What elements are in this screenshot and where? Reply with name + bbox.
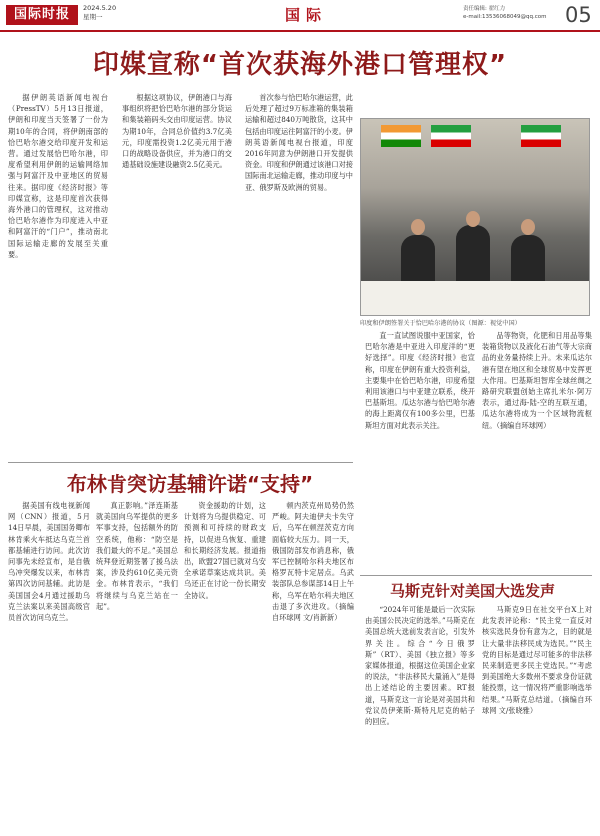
article1-column-2 — [122, 92, 232, 460]
article2-col4-text: 顿内茨克州局势仍然严峻。阿夫迪伊夫卡失守后，乌军在顿涅茨克方向面临较大压力。同一天，俄国防部发布消息称，俄军已控制哈尔科夫地区布格罗瓦特卡定居点。乌武装部队总参谋部14日上午称，乌军在哈尔科夫地区击退了多次进攻。（摘编自环球网 文/肖新新） — [272, 501, 354, 623]
divider — [8, 462, 353, 463]
article2-column-3 — [184, 500, 266, 832]
india-flag-icon — [381, 125, 421, 147]
article3-column-2 — [482, 604, 592, 832]
masthead — [0, 0, 600, 32]
article1-title: 印媒宣称“首次获海外港口管理权” — [92, 50, 508, 80]
issue-date — [83, 4, 116, 22]
article2-column-2 — [96, 500, 178, 832]
newspaper-logo: 国际时报 — [6, 5, 78, 25]
article1-column-5 — [482, 330, 592, 575]
article3-column-1 — [365, 604, 475, 832]
article2-title: 布林肯突访基辅许诺“支持” — [66, 472, 314, 496]
article2-column-1 — [8, 500, 90, 832]
article3-title: 马斯克针对美国大选发声 — [390, 582, 556, 600]
iran-flag-icon — [431, 125, 471, 147]
article2-col3-text: 资金援助的计划，这计划将为乌提供稳定、可预测和可持续的财政支持，以促进乌恢复、重建和长期经济发展。报道指出，欧盟27国已就对乌安全承诺草案达成共识。美乌还正在讨论一份长期安全协议。 — [184, 501, 266, 600]
article1-col2-text: 根据这项协议，伊朗港口与海事组织将把恰巴哈尔港的部分货运和集装箱码头交由印度运营。协议为期10年，合同总价值约3.7亿美元，印度需投资1.2亿美元用于港口的战略设备供应，并为港口的交通基础设施建设融资2.5亿美元。 — [122, 93, 232, 170]
person-head — [466, 211, 480, 227]
weekday-text: 星期一 — [83, 13, 103, 21]
article1-column-4 — [365, 330, 475, 575]
signing-table — [361, 281, 589, 315]
photo-caption: 印度和伊朗签署关于恰巴哈尔港的协议（图源：视觉中国） — [360, 320, 521, 327]
editor-info — [463, 5, 546, 21]
article3-col2-text: 马斯克9日在社交平台X上对此发表评论称：“民主党一直反对核实选民身份有意为之，目的就是让大量非法移民成为选民。”“民主党的目标是通过尽可能多的非法移民来制造更多民主党选民。”“考虑到美国绝大多数州不要求身份证就能投票，这一情况将严重影响选举结果。”马斯克总结道。（摘编自环球网 文/张晓雅） — [482, 605, 592, 715]
iran-flag-icon-2 — [521, 125, 561, 147]
person-head — [521, 219, 535, 235]
article1-column-1 — [8, 92, 108, 460]
article2-col1-text: 据美国有线电视新闻网（CNN）报道，5月14日早晨，美国国务卿布林肯乘火车抵达乌克兰首都基辅进行访问。此次访问事先未经宣布，是自俄乌冲突爆发以来，布林肯第四次访问基辅。此访是美国国会4月通过援助乌克兰法案以来美国高级官员首次访问乌克兰。 — [8, 501, 90, 623]
article1-col4-text: 直一直试图说服中亚国家，恰巴哈尔港是中亚进入印度洋的“更好选择”。印度《经济时报》也宣称，印度在伊朗有重大投资利益，主要集中在恰巴哈尔港，印度希望利用该港口与中亚建立联系，绕开巴基斯坦。瓜达尔港与恰巴哈尔港的海上距离仅有100多公里，巴基斯坦方面对此表示关注。 — [365, 331, 475, 430]
article2-column-4 — [272, 500, 354, 832]
signing-ceremony-photo — [360, 118, 590, 316]
person-head — [411, 219, 425, 235]
date-text: 2024.5.20 — [83, 4, 117, 12]
article1-col3-text: 首次参与恰巴哈尔港运营，此后处理了超过9万标准箱的集装箱运输和超过840万吨散货，这其中包括由印度运往阿富汗的小麦。伊朗英语新闻电视台报道，印度2016年同意为伊朗港口开发提供资金。印度和伊朗通过该港口对接国际南北运输走廊，推动印度与中亚、俄罗斯及欧洲的贸易。 — [245, 93, 353, 192]
editor-name: 责任编辑: 翟红力 — [463, 6, 506, 12]
article2-col2-text: 真正影响。”泽连斯基就美国向乌军提供的更多军事支持，包括额外的防空系统，他称：“防空是我们最大的不足。”美国总统拜登近期签署了援乌法案，涉及约610亿美元资金。布林肯表示，“我们将继续与乌克兰站在一起”。 — [96, 501, 178, 611]
section-title: 国际 — [285, 6, 328, 24]
article1-col1-text: 据伊朗英语新闻电视台（PressTV）5月13日报道，伊朗和印度当天签署了一份为期10年的合同，将伊朗南部的恰巴哈尔港交给印度开发和运营。通过发展恰巴哈尔港，印度希望利用伊朗的运输网络加强与阿富汗及中亚地区的贸易往来。据印度《经济时报》等印媒宣称，这是印度首次获得海外港口的管理权，这对推动恰巴哈尔港作为印度进入中亚和阿富汗的“门户”，推动南北国际运输走廊的发展至关重要。 — [8, 93, 108, 259]
editor-email: e-mail:13536068049@qq.com — [463, 14, 547, 20]
article1-column-3 — [245, 92, 353, 460]
page-number: 05 — [565, 3, 592, 27]
article3-col1-text: “2024年可能是最后一次实际由美国公民决定的选举。”马斯克在美国总统大选前发表言论，引发外界关注。综合“今日俄罗斯”（RT）、美国《独立报》等多家媒体报道，根据这位美国企业家的说法，“非法移民大量涌入”是得出上述结论的主要因素。RT报道，马斯克这一言论是对美国共和党议员伊莱斯·斯特凡尼克的帖子的回应。 — [365, 605, 475, 727]
divider — [360, 575, 592, 576]
article1-col5-text: 品等物资，化肥和日用品等集装箱货物以及液化石油气等大宗商品的业务量持续上升。未来瓜达尔港有望在地区和全球贸易中发挥更大作用。巴基斯坦智库全球丝绸之路研究联盟创始主席扎米尔·阿万表示，通过海-陆-空的互联互通，瓜达尔港将成为一个区域物流枢纽。（摘编自环球网） — [482, 331, 592, 430]
